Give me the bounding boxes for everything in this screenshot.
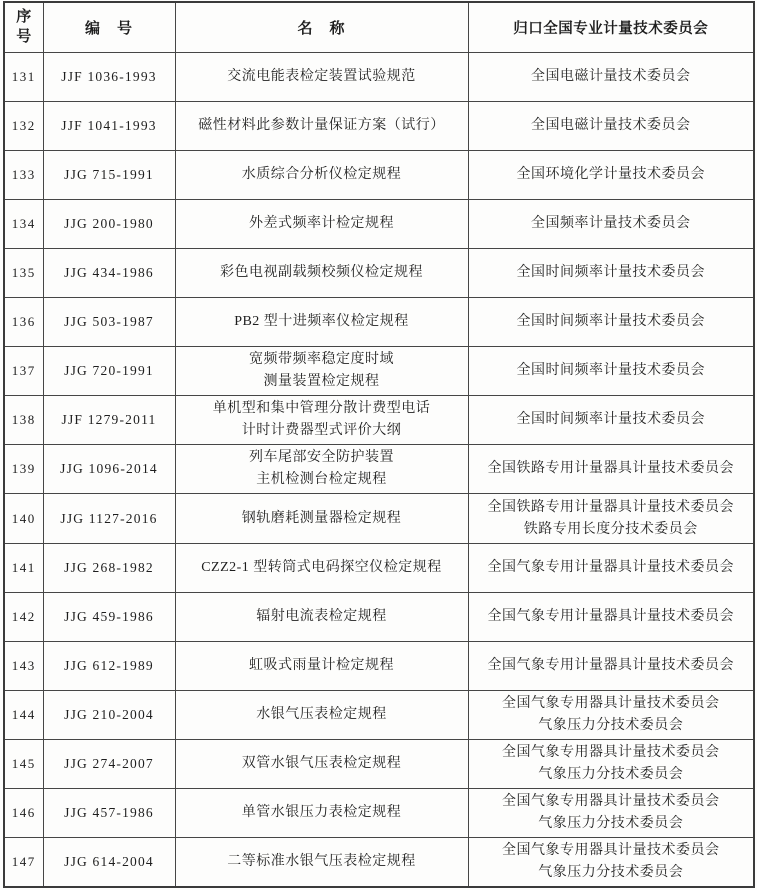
serial-number-cell: 147 [4, 838, 43, 887]
table-row [4, 543, 754, 592]
name-line: 计时计费器型式评价大纲 [241, 423, 402, 439]
code-cell: JJG 268-1982 [43, 543, 175, 592]
name-line: 列车尾部安全防护装置 [249, 450, 394, 466]
serial-number-cell: 146 [4, 789, 43, 838]
name-cell [175, 789, 468, 838]
name-line: 单机型和集中管理分散计费型电话 [212, 401, 431, 417]
serial-number-cell: 145 [4, 740, 43, 789]
header-name: 名 称 [175, 2, 468, 52]
table-body [4, 52, 754, 887]
name-line: 水质综合分析仪检定规程 [241, 166, 402, 182]
name-line: 外差式频率计检定规程 [249, 215, 394, 231]
table-row [4, 494, 754, 543]
name-cell [175, 494, 468, 543]
table-row [4, 789, 754, 838]
committee-line: 全国气象专用器具计量技术委员会 [502, 695, 720, 711]
table-row [4, 199, 754, 248]
name-cell [175, 592, 468, 641]
serial-number-cell: 141 [4, 543, 43, 592]
table-row [4, 396, 754, 445]
name-line: 钢轨磨耗测量器检定规程 [241, 510, 402, 526]
committee-line: 全国时间频率计量技术委员会 [516, 314, 705, 330]
code-cell: JJG 720-1991 [43, 347, 175, 396]
table-row [4, 347, 754, 396]
committee-line: 全国时间频率计量技术委员会 [516, 264, 705, 280]
name-cell [175, 543, 468, 592]
name-cell [175, 396, 468, 445]
name-cell [175, 347, 468, 396]
name-cell [175, 248, 468, 297]
code-cell: JJG 1127-2016 [43, 494, 175, 543]
serial-number-cell: 136 [4, 298, 43, 347]
header-row [4, 2, 754, 52]
committee-line: 全国气象专用器具计量技术委员会 [502, 745, 720, 761]
name-cell [175, 298, 468, 347]
table-row [4, 248, 754, 297]
name-cell [175, 52, 468, 101]
standards-table [3, 1, 755, 888]
table-row [4, 592, 754, 641]
committee-line: 全国环境化学计量技术委员会 [516, 166, 705, 182]
name-line: 彩色电视副载频校频仪检定规程 [220, 264, 423, 280]
committee-cell [468, 445, 754, 494]
name-cell [175, 641, 468, 690]
code-cell: JJG 434-1986 [43, 248, 175, 297]
committee-cell [468, 347, 754, 396]
table-row [4, 641, 754, 690]
committee-line: 全国电磁计量技术委员会 [531, 117, 691, 133]
serial-number-cell: 139 [4, 445, 43, 494]
name-line: 交流电能表检定装置试验规范 [227, 68, 416, 84]
serial-number-cell: 134 [4, 199, 43, 248]
committee-cell [468, 298, 754, 347]
committee-line: 全国气象专用计量器具计量技术委员会 [487, 657, 734, 673]
name-cell [175, 445, 468, 494]
table-row [4, 838, 754, 887]
committee-cell [468, 690, 754, 739]
code-cell: JJG 200-1980 [43, 199, 175, 248]
table-row [4, 52, 754, 101]
committee-cell [468, 494, 754, 543]
serial-number-cell: 131 [4, 52, 43, 101]
code-cell: JJG 1096-2014 [43, 445, 175, 494]
name-line: 双管水银气压表检定规程 [241, 756, 402, 772]
committee-line: 全国气象专用器具计量技术委员会 [502, 843, 720, 859]
name-line: 虹吸式雨量计检定规程 [249, 657, 394, 673]
code-cell: JJG 715-1991 [43, 150, 175, 199]
committee-cell [468, 838, 754, 887]
name-cell [175, 740, 468, 789]
name-cell [175, 150, 468, 199]
header-serial-number: 序号 [4, 2, 43, 52]
committee-cell [468, 740, 754, 789]
header-code: 编 号 [43, 2, 175, 52]
name-line: 单管水银压力表检定规程 [241, 805, 402, 821]
name-line: 宽频带频率稳定度时域 [249, 352, 394, 368]
committee-line: 全国电磁计量技术委员会 [531, 68, 691, 84]
committee-line: 气象压力分技术委员会 [538, 865, 684, 881]
code-cell: JJG 457-1986 [43, 789, 175, 838]
name-cell [175, 838, 468, 887]
committee-line: 气象压力分技术委员会 [538, 816, 684, 832]
name-line: 二等标准水银气压表检定规程 [227, 854, 416, 870]
committee-line: 气象压力分技术委员会 [538, 717, 684, 733]
code-cell: JJF 1279-2011 [43, 396, 175, 445]
committee-line: 全国气象专用器具计量技术委员会 [502, 794, 720, 810]
code-cell: JJF 1041-1993 [43, 101, 175, 150]
table-row [4, 740, 754, 789]
serial-number-cell: 140 [4, 494, 43, 543]
committee-cell [468, 101, 754, 150]
committee-line: 全国频率计量技术委员会 [531, 215, 691, 231]
name-line: 磁性材料此参数计量保证方案（试行） [198, 117, 445, 133]
name-line: 水银气压表检定规程 [256, 706, 387, 722]
committee-line: 全国时间频率计量技术委员会 [516, 363, 705, 379]
serial-number-cell: 143 [4, 641, 43, 690]
committee-line: 全国气象专用计量器具计量技术委员会 [487, 608, 734, 624]
code-cell: JJF 1036-1993 [43, 52, 175, 101]
name-line: CZZ2-1 型转筒式电码探空仪检定规程 [201, 559, 442, 575]
serial-number-cell: 133 [4, 150, 43, 199]
committee-cell [468, 396, 754, 445]
committee-line: 铁路专用长度分技术委员会 [523, 521, 698, 537]
code-cell: JJG 614-2004 [43, 838, 175, 887]
committee-line: 全国铁路专用计量器具计量技术委员会 [487, 499, 734, 515]
name-line: PB2 型十进频率仪检定规程 [234, 314, 409, 330]
header-committee: 归口全国专业计量技术委员会 [468, 2, 754, 52]
committee-cell [468, 248, 754, 297]
code-cell: JJG 503-1987 [43, 298, 175, 347]
name-cell [175, 199, 468, 248]
serial-number-cell: 137 [4, 347, 43, 396]
table-row [4, 298, 754, 347]
code-cell: JJG 459-1986 [43, 592, 175, 641]
committee-cell [468, 592, 754, 641]
committee-cell [468, 543, 754, 592]
table-row [4, 690, 754, 739]
table-row [4, 445, 754, 494]
committee-cell [468, 789, 754, 838]
code-cell: JJG 274-2007 [43, 740, 175, 789]
committee-line: 气象压力分技术委员会 [538, 767, 684, 783]
serial-number-cell: 138 [4, 396, 43, 445]
table-row [4, 150, 754, 199]
code-cell: JJG 210-2004 [43, 690, 175, 739]
name-line: 辐射电流表检定规程 [256, 608, 387, 624]
name-line: 主机检测台检定规程 [256, 472, 387, 488]
table-row [4, 101, 754, 150]
committee-cell [468, 150, 754, 199]
serial-number-cell: 135 [4, 248, 43, 297]
committee-cell [468, 641, 754, 690]
name-cell [175, 101, 468, 150]
serial-number-cell: 142 [4, 592, 43, 641]
name-line: 测量装置检定规程 [263, 374, 380, 390]
code-cell: JJG 612-1989 [43, 641, 175, 690]
committee-line: 全国气象专用计量器具计量技术委员会 [487, 559, 734, 575]
committee-cell [468, 199, 754, 248]
serial-number-cell: 144 [4, 690, 43, 739]
name-cell [175, 690, 468, 739]
committee-line: 全国铁路专用计量器具计量技术委员会 [487, 461, 734, 477]
committee-cell [468, 52, 754, 101]
serial-number-cell: 132 [4, 101, 43, 150]
committee-line: 全国时间频率计量技术委员会 [516, 412, 705, 428]
